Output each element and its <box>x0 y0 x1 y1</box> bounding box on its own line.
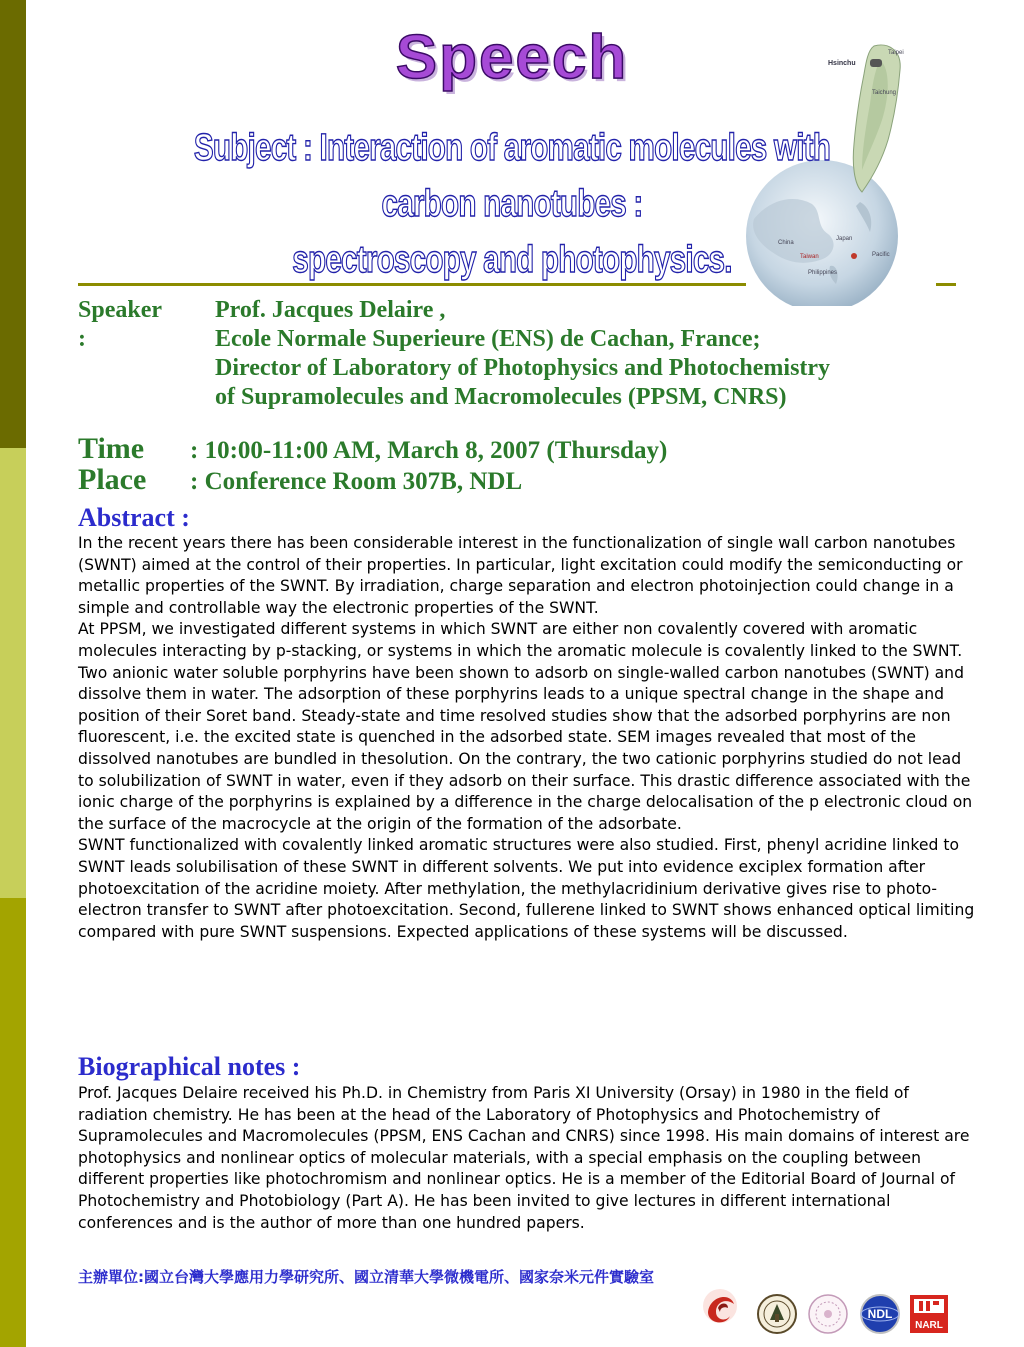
left-sidebar-stripe <box>0 0 26 1347</box>
place-value: : Conference Room 307B, NDL <box>190 468 523 495</box>
divider-line-end <box>936 283 956 286</box>
time-value: : 10:00-11:00 AM, March 8, 2007 (Thursday) <box>190 437 668 464</box>
sponsor-logos <box>700 1286 960 1336</box>
organizers-line: 主辦單位:國立台灣大學應用力學研究所、國立清華大學微機電所、國家奈米元件實驗室 <box>78 1268 655 1286</box>
time-row <box>78 432 667 466</box>
map-label-japan: Japan <box>836 236 853 242</box>
speaker-label: Speaker : <box>78 297 162 352</box>
subject-line-1: Subject : Interaction of aromatic molecules with carbon nanotubes : <box>193 127 831 225</box>
map-label-pacific: Pacific <box>872 252 890 258</box>
map-label-hsinchu: Hsinchu <box>828 60 856 67</box>
red-swirl-logo-icon <box>703 1289 737 1323</box>
speaker-name: Prof. Jacques Delaire , <box>215 297 446 323</box>
ndl-logo-icon <box>861 1295 899 1333</box>
abstract-paragraph: SWNT functionalized with covalently linked aromatic structures were also studied. First, phenyl acridine linked to SWNT leads solubilisation of these SWNT in different solvents. We put into evidence exciplex formation after photoexcitation of the acridine moiety. After methylation, the methylacridinium derivative gives rise to photo-electron transfer to SWNT after photoexcitation. Second, fullerene linked to SWNT shows enhanced optical limiting compared with pure SWNT suspensions. Expected applications of these systems will be discussed. <box>78 836 975 941</box>
place-row <box>78 463 522 497</box>
map-label-taichung: Taichung <box>872 90 897 96</box>
speaker-title-line-2: of Supramolecules and Macromolecules (PPSM, CNRS) <box>215 384 787 410</box>
subject-heading <box>144 120 880 288</box>
nthu-seal-logo-icon <box>809 1295 847 1333</box>
abstract-body <box>78 533 978 943</box>
ntu-seal-logo-icon <box>758 1295 796 1333</box>
abstract-paragraph: In the recent years there has been considerable interest in the functionalization of single wall carbon nanotubes (SWNT) aimed at the control of their properties. In particular, light excitation could modify the semiconducting or metallic properties of the SWNT. By irradiation, charge separation and electron photoinjection could change in a simple and controllable way the electronic properties of the SWNT. <box>78 534 963 617</box>
ndl-logo-text: NDL <box>867 1307 893 1321</box>
map-label-china: China <box>778 240 794 246</box>
abstract-heading: Abstract : <box>78 503 190 532</box>
speaker-affiliation: Ecole Normale Superieure (ENS) de Cachan, France; <box>215 326 761 352</box>
biography-paragraph: Prof. Jacques Delaire received his Ph.D. in Chemistry from Paris XI University (Orsay) in 1980 in the field of radiation chemistry. He has been at the head of the Laboratory of Photophysics and Photochemistry of Supramolecules and Macromolecules (PPSM, ENS Cachan and CNRS) since 1998. His main domains of interest are photophysics and nonlinear optics of molecular materials, with a special emphasis on the coupling between different properties like photochromism and nonlinear optics. He is a member of the Editorial Board of Journal of Photochemistry and Photobiology (Part A). He has been invited to give lectures in different international conferences and is the author of more than one hundred papers. <box>78 1084 970 1232</box>
subject-line-2: spectroscopy and photophysics. <box>292 239 732 281</box>
speaker-details <box>215 296 830 412</box>
abstract-paragraph: Two anionic water soluble porphyrins have been shown to adsorb on single-walled carbon nanotubes (SWNT) and dissolve them in water. The adsorption of these porphyrins leads to a unique spectral change in the shape and position of their Soret band. Steady-state and time resolved studies show that the adsorbed porphyrins are non fluorescent, i.e. the excited state is quenched in the adsorbed state. SEM images revealed that most of the dissolved nanotubes are bundled in thesolution. On the contrary, the two cationic porphyrins studied do not lead to solubilization of SWNT in water, even if they adsorb on their surface. This drastic difference associated with the ionic charge of the porphyrins is explained by a difference in the charge delocalisation of the p electronic cloud on the surface of the macrocycle at the origin of the formation of the adsorbate. <box>78 663 973 833</box>
biography-heading: Biographical notes : <box>78 1052 301 1081</box>
sidebar-segment-mid <box>0 898 26 1347</box>
divider-line <box>78 283 746 286</box>
abstract-paragraph: At PPSM, we investigated different systems in which SWNT are either non covalently covered with aromatic molecules interacting by p-stacking, or systems in which the aromatic molecule is covalently linked to the SWNT. <box>78 620 963 660</box>
time-label: Time <box>78 432 145 465</box>
map-label-taipei: Taipei <box>888 50 904 56</box>
map-label-philippines: Philippines <box>808 270 838 276</box>
place-label: Place <box>78 463 147 496</box>
narl-logo-icon <box>910 1295 948 1333</box>
map-label-taiwan: Taiwan <box>800 254 819 260</box>
sidebar-segment-light <box>0 448 26 898</box>
speaker-title-line-1: Director of Laboratory of Photophysics and Photochemistry <box>215 355 831 381</box>
biography-body <box>78 1083 978 1234</box>
narl-logo-text: NARL <box>915 1320 943 1331</box>
page-title: Speech <box>395 23 629 92</box>
